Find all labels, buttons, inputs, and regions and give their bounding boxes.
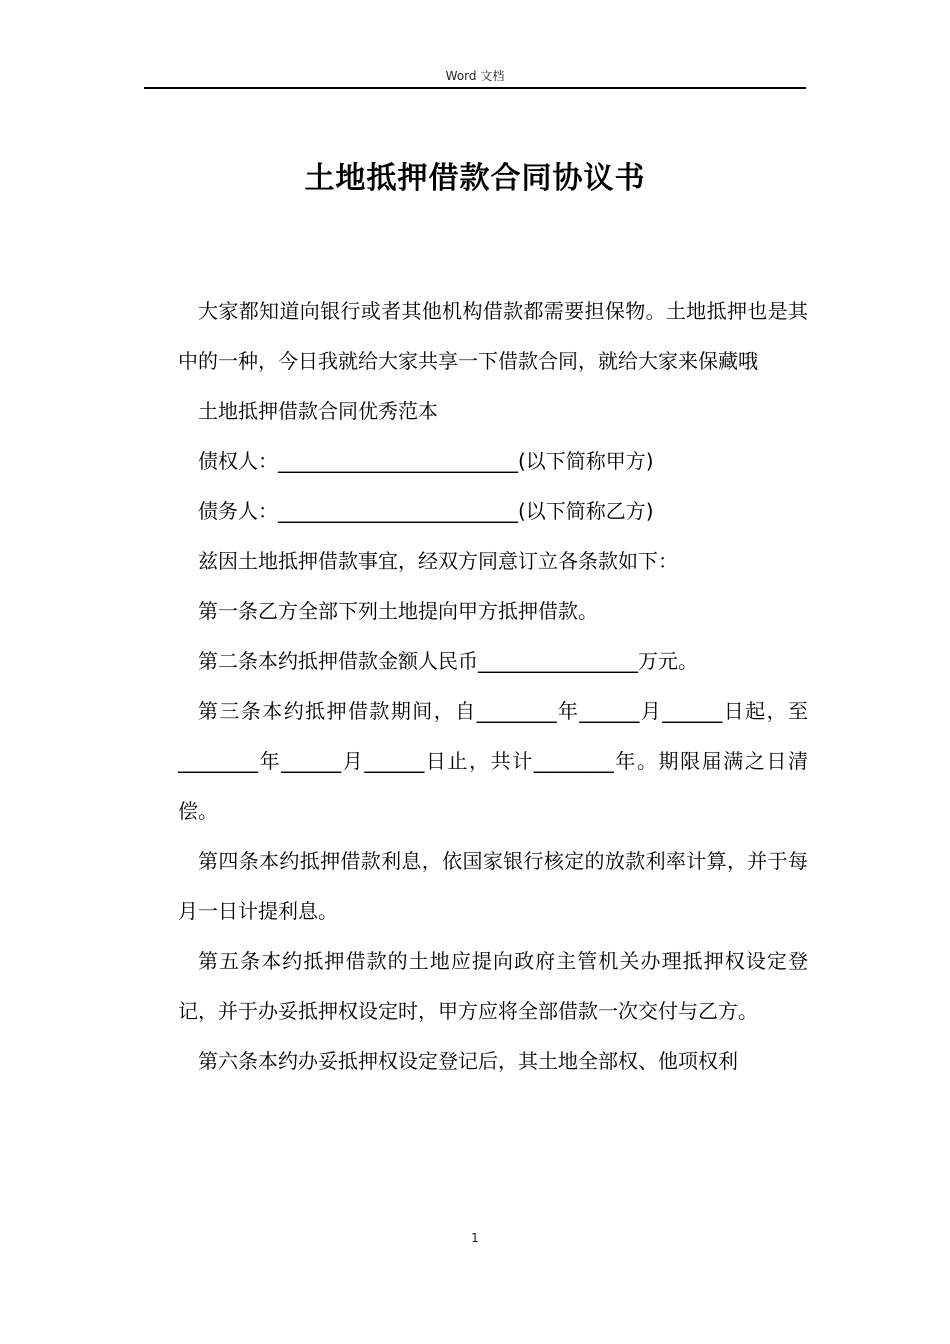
paragraph-article-5: 第五条本约抵押借款的土地应提向政府主管机关办理抵押权设定登记，并于办妥抵押权设定时，甲方应将全部借款一次交付与乙方。 [178,949,808,1023]
paragraph-article-2: 第二条本约抵押借款金额人民币________________万元。 [198,649,698,673]
paragraph-article-1: 第一条乙方全部下列土地提向甲方抵押借款。 [198,599,598,623]
paragraph-creditor: 债权人：________________________(以下简称甲方) [198,449,654,473]
paragraph-article-4: 第四条本约抵押借款利息，依国家银行核定的放款利率计算，并于每月一日计提利息。 [178,849,808,923]
paragraph-article-3: 第三条本约抵押借款期间，自________年______月______日起，至________年______月______日止，共计________年。期限届满之日清偿。 [178,699,808,823]
document-body [178,286,808,1086]
page-header: Word 文档 [445,69,505,83]
page-number: 1 [471,1231,479,1245]
paragraph-intro: 大家都知道向银行或者其他机构借款都需要担保物。土地抵押也是其中的一种，今日我就给大家共享一下借款合同，就给大家来保藏哦 [178,299,808,373]
paragraph-subtitle: 土地抵押借款合同优秀范本 [198,399,438,423]
document-title: 土地抵押借款合同协议书 [304,161,646,196]
paragraph-article-6: 第六条本约办妥抵押权设定登记后，其土地全部权、他项权利 [198,1049,738,1073]
paragraph-debtor: 债务人：________________________(以下简称乙方) [198,499,654,523]
header-divider [144,87,806,89]
paragraph-preamble: 兹因土地抵押借款事宜，经双方同意订立各条款如下： [198,549,678,573]
